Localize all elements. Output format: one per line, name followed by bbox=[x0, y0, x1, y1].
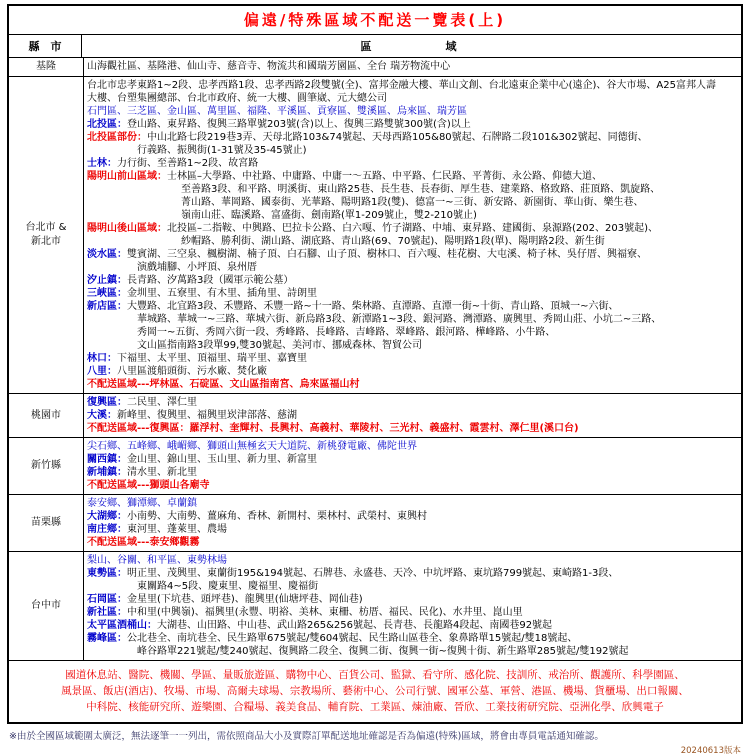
county-row bbox=[9, 394, 741, 438]
region-line bbox=[87, 183, 739, 196]
region-text: 山海觀社區、基隆港、仙山寺、慈音寺、物流共和國瑞芳園區、全台 瑞芳物流中心 bbox=[87, 61, 451, 72]
region-line bbox=[87, 144, 739, 157]
county-name: 台中市 bbox=[9, 552, 84, 660]
region-text: 登山路、東昇路、復興三路單號203號(含)以上、復興三路雙號300號(含)以上 bbox=[127, 119, 471, 130]
table-header bbox=[9, 35, 741, 58]
region-text: 大樓、台塑集團總部、台北市政府、統一大樓、圓筆崴、元大總公司 bbox=[87, 93, 387, 104]
county-row bbox=[9, 77, 741, 394]
district-label: 不配送區域---坪林區、石碇區、文山區指南宮、烏來區福山村 bbox=[87, 379, 360, 390]
region-text: 清水里、新北里 bbox=[127, 467, 197, 478]
region-line bbox=[87, 105, 739, 118]
district-label: 陽明山後山區域： bbox=[87, 223, 167, 234]
notice-page bbox=[7, 4, 743, 756]
page-title: 偏遠/特殊區域不配送一覽表(上) bbox=[243, 11, 507, 29]
region-line bbox=[87, 339, 739, 352]
region-line bbox=[87, 440, 739, 453]
region-line bbox=[87, 453, 739, 466]
district-label: 南庄鄉： bbox=[87, 524, 127, 535]
district-label: 八里： bbox=[87, 366, 117, 377]
district-label: 霧峰區： bbox=[87, 633, 127, 644]
region-text: 下福里、太平里、頂福里、瑞平里、嘉寶里 bbox=[117, 353, 307, 364]
region-text: 金星里(下坑巷、頭坪巷)、龍興里(仙塘坪巷、岡仙巷) bbox=[127, 594, 363, 605]
county-row bbox=[9, 58, 741, 77]
district-label: 石岡區： bbox=[87, 594, 127, 605]
region-line bbox=[87, 235, 739, 248]
restricted-locations-block bbox=[9, 661, 741, 722]
region-text: 大湖巷、山田路、中山巷、武山路265&256號起、長青巷、長龍路4段起、南國巷92號起 bbox=[157, 620, 553, 631]
region-line bbox=[87, 606, 739, 619]
region-line bbox=[87, 300, 739, 313]
district-label: 不配送區域---復興區：羅浮村、奎輝村、長興村、高義村、華陵村、三光村、義盛村、霞雲村、澤仁里(溪口台) bbox=[87, 423, 579, 434]
region-line bbox=[87, 196, 739, 209]
region-line bbox=[87, 274, 739, 287]
region-cell bbox=[84, 438, 741, 494]
district-label: 東勢區： bbox=[87, 568, 127, 579]
region-text: 雙賓湖、三空泉、楓樹湖、楠子頂、白石腳、山子頂、樹林口、百六嘎、桂花樹、大屯溪、椅子林、吳仔厝、興福寮、 bbox=[127, 249, 647, 260]
region-line bbox=[87, 157, 739, 170]
district-label: 淡水區： bbox=[87, 249, 127, 260]
region-text: 金山里、錦山里、玉山里、新力里、新富里 bbox=[127, 454, 317, 465]
district-label: 林口： bbox=[87, 353, 117, 364]
region-line bbox=[87, 60, 739, 73]
district-label: 太平區酒桶山： bbox=[87, 620, 157, 631]
district-label: 陽明山前山區域： bbox=[87, 171, 167, 182]
region-text: 小南勢、大南勢、薑麻角、香林、新開村、栗林村、武榮村、東興村 bbox=[127, 511, 427, 522]
region-text: 石門區、三芝區、金山區、萬里區、福隆、平溪區、貢寮區、雙溪區、烏來區、瑞芳區 bbox=[87, 106, 467, 117]
no-delivery-table bbox=[7, 4, 743, 724]
district-label: 大湖鄉： bbox=[87, 511, 127, 522]
region-line bbox=[87, 222, 739, 235]
region-text: 新峰里、復興里、福興里崁津部落、慈湖 bbox=[117, 410, 297, 421]
region-line bbox=[87, 632, 739, 645]
region-line bbox=[87, 131, 739, 144]
district-label: 復興區： bbox=[87, 397, 127, 408]
region-line bbox=[87, 79, 739, 92]
region-cell bbox=[84, 552, 741, 660]
region-line bbox=[87, 497, 739, 510]
county-row bbox=[9, 552, 741, 661]
county-row bbox=[9, 438, 741, 495]
district-label: 新社區： bbox=[87, 607, 127, 618]
district-label: 不配送區域---泰安鄉觀霧 bbox=[87, 537, 200, 548]
district-label: 汐止鎮： bbox=[87, 275, 127, 286]
region-text: 峰谷路單221號起/雙240號起、復興路二段全、復興二街、復興一街~復興十街、新生路單285號起/雙192號起 bbox=[137, 646, 629, 657]
region-text: 金圳里、五寮里、有木里、插角里、詩朗里 bbox=[127, 288, 317, 299]
region-line bbox=[87, 466, 739, 479]
region-text: 梨山、谷關、和平區、東勢林場 bbox=[87, 555, 227, 566]
region-text: 長青路、汐萬路3段（國軍示範公墓） bbox=[127, 275, 294, 286]
region-text: 北投區–二指鞍、中興路、巴拉卡公路、白六嘎、竹子湖路、中埔、東昇路、建國街、泉源路(202、203號起)、 bbox=[167, 223, 658, 234]
region-line bbox=[87, 287, 739, 300]
district-label: 三峽區： bbox=[87, 288, 127, 299]
region-line bbox=[87, 352, 739, 365]
county-row bbox=[9, 495, 741, 552]
district-label: 北投區部份： bbox=[87, 132, 147, 143]
region-line bbox=[87, 365, 739, 378]
region-line bbox=[87, 378, 739, 391]
region-line bbox=[87, 645, 739, 658]
region-line bbox=[87, 422, 739, 435]
region-text: 中山北路七段219巷3弄、天母北路103&74號起、天母西路105&80號起、石牌路二段101&302號起、同德街、 bbox=[147, 132, 648, 143]
region-text: 公北巷全、南坑巷全、民生路單675號起/雙604號起、民生路山區巷全、象鼻路單15號起/雙18號起、 bbox=[127, 633, 578, 644]
region-line bbox=[87, 313, 739, 326]
district-label: 不配送區域---獅頭山各廟寺 bbox=[87, 480, 210, 491]
column-header-region: 區 域 bbox=[360, 40, 463, 53]
region-line bbox=[87, 479, 739, 492]
region-line bbox=[87, 523, 739, 536]
region-text: 演戲埔腳、小坪頂、泉州厝 bbox=[137, 262, 257, 273]
county-name: 新竹縣 bbox=[9, 438, 84, 494]
region-line bbox=[87, 170, 739, 183]
region-cell bbox=[84, 394, 741, 437]
region-line bbox=[87, 567, 739, 580]
restricted-line: 中科院、核能研究所、遊樂園、合糧場、義美食品、輔育院、工業區、煉油廠、晉欣、工業技術研究院、亞洲化學、欣興電子 bbox=[86, 701, 664, 713]
region-line bbox=[87, 554, 739, 567]
region-line bbox=[87, 248, 739, 261]
restricted-line: 國道休息站、醫院、機關、學區、量販旅遊區、購物中心、百貨公司、監獄、看守所、感化院、技訓所、戒治所、觀護所、科學園區、 bbox=[65, 669, 685, 681]
county-name: 基隆 bbox=[9, 58, 84, 76]
region-text: 嶺南山莊、臨溪路、富盛街、劍南路(單1-209號止，雙2-210號止) bbox=[181, 210, 477, 221]
district-label: 關西鎮： bbox=[87, 454, 127, 465]
region-text: 二民里、澤仁里 bbox=[127, 397, 197, 408]
region-text: 力行街、至善路1~2段、故宮路 bbox=[117, 158, 259, 169]
version-stamp: 20240613版本 bbox=[680, 746, 741, 756]
region-text: 行義路、振興街(1-31號及35-45號止) bbox=[137, 145, 307, 156]
region-text: 秀岡一~五街、秀岡六街一段、秀峰路、長峰路、吉峰路、翠峰路、銀河路、樺峰路、小牛路、 bbox=[137, 327, 556, 338]
region-text: 華城路、華城一~三路、華城六街、新烏路3段、新潭路1~3段、銀河路、灣潭路、廣興里、秀岡山莊、小坑二~三路、 bbox=[137, 314, 662, 325]
column-header-county: 縣 市 bbox=[9, 35, 82, 57]
county-name: 苗栗縣 bbox=[9, 495, 84, 551]
region-line bbox=[87, 510, 739, 523]
district-label: 新埔鎮： bbox=[87, 467, 127, 478]
region-line bbox=[87, 209, 739, 222]
region-text: 士林區–大學路、中社路、中庸路、中庸一～五路、中平路、仁民路、平菁街、永公路、仰德大道、 bbox=[167, 171, 602, 182]
region-line bbox=[87, 261, 739, 274]
region-cell bbox=[84, 58, 741, 76]
region-text: 八里區渡船頭街、污水廠、焚化廠 bbox=[117, 366, 267, 377]
region-line bbox=[87, 396, 739, 409]
district-label: 北投區： bbox=[87, 119, 127, 130]
district-label: 新店區： bbox=[87, 301, 127, 312]
region-line bbox=[87, 409, 739, 422]
district-label: 大溪： bbox=[87, 410, 117, 421]
region-text: 東關路4~5段、慶東里、慶福里、慶福街 bbox=[137, 581, 319, 592]
region-text: 文山區指南路3段單99,雙30號起、美河市、挪威森林、智貿公司 bbox=[137, 340, 422, 351]
region-text: 明正里、茂興里、東蘭街195&194號起、石牌巷、永盛巷、天冷、中坑坪路、東坑路799號起、東崎路1-3段、 bbox=[127, 568, 619, 579]
region-line bbox=[87, 619, 739, 632]
county-name: 桃園市 bbox=[9, 394, 84, 437]
region-line bbox=[87, 326, 739, 339]
region-line bbox=[87, 536, 739, 549]
restricted-line: 風景區、飯店(酒店)、牧場、市場、高爾夫球場、宗教場所、藝術中心、公司行號、國軍公墓、軍營、港區、機場、貨櫃場、出口報關、 bbox=[61, 685, 689, 697]
region-text: 台北市忠孝東路1~2段、忠孝西路1段、忠孝西路2段雙號(全)、富邦金融大樓、華山文創、台北遠東企業中心(遠企)、谷大市場、A25富邦人壽 bbox=[87, 80, 716, 91]
region-line bbox=[87, 580, 739, 593]
footnote: ※由於全國區域範圍太廣泛，無法逐筆一一列出，需依照商品大小及實際訂單配送地址確認是否為偏遠(特殊)區域，將會由專員電話通知確認。 bbox=[9, 731, 604, 742]
region-text: 東河里、蓬萊里、農場 bbox=[127, 524, 227, 535]
region-text: 大豐路、北宜路3段、禾豐路、禾豐一路~十一路、柴林路、直潭路、直潭一街~十街、青山路、頂城一~六街、 bbox=[127, 301, 619, 312]
region-line bbox=[87, 118, 739, 131]
region-text: 中和里(中興嶺)、福興里(永豐、明裕、美林、東柵、枋厝、福民、民化)、水井里、崑山里 bbox=[127, 607, 523, 618]
title-row bbox=[9, 6, 741, 35]
region-cell bbox=[84, 495, 741, 551]
region-text: 至善路3段、和平路、明溪街、東山路25巷、長生巷、長春街、厚生巷、建業路、格致路、莊頂路、凱旋路、 bbox=[181, 184, 661, 195]
region-text: 尖石鄉、五峰鄉、峨嵋鄉、獅頭山無極玄天大道院、新桃發電廠、佛陀世界 bbox=[87, 441, 417, 452]
region-text: 泰安鄉、獅潭鄉、卓蘭鎮 bbox=[87, 498, 197, 509]
county-name: 台北市 & 新北市 bbox=[9, 77, 84, 393]
district-label: 士林： bbox=[87, 158, 117, 169]
region-text: 紗帽路、勝利街、湖山路、湖底路、青山路(69、70號起)、陽明路1段(單)、陽明路2段、新生街 bbox=[181, 236, 605, 247]
region-text: 菁山路、華岡路、國泰街、光華路、陽明路1段(雙)、德富一~三街、新安路、新園街、華山街、樂生巷、 bbox=[181, 197, 644, 208]
region-line bbox=[87, 593, 739, 606]
region-line bbox=[87, 92, 739, 105]
county-rows bbox=[9, 58, 741, 661]
region-cell bbox=[84, 77, 741, 393]
